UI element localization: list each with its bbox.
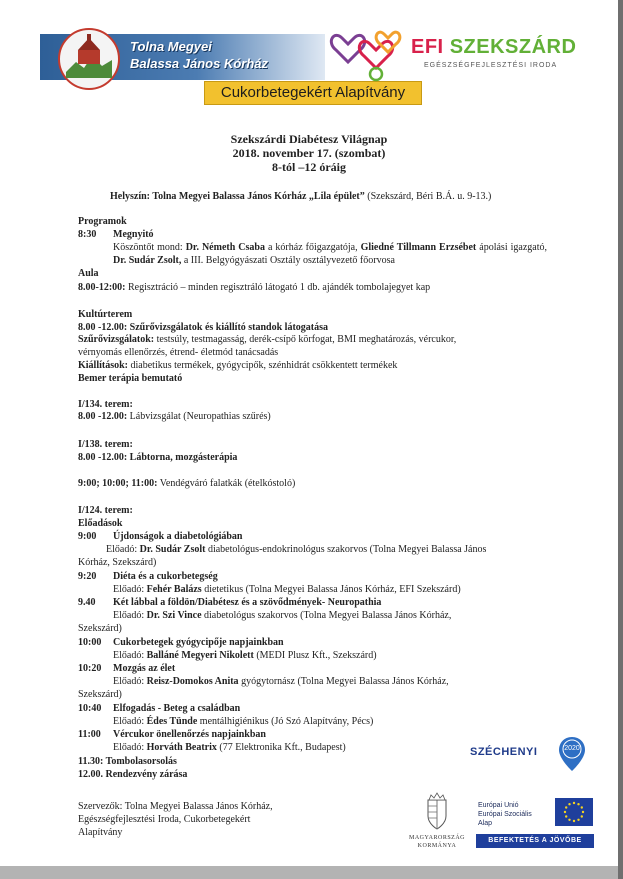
talk-presenter	[113, 742, 346, 754]
greeting-part: a III. Belgyógyászati Osztály osztályvezető főorvosa	[183, 255, 395, 266]
event-date: 2018. november 17. (szombat)	[232, 146, 386, 160]
talk-presenter-label: Előadó:	[113, 650, 145, 661]
room3-heading: I/124. terem:	[78, 505, 133, 516]
aula-heading: Aula	[78, 268, 99, 279]
talk-role-cont: Kórház, Szekszárd)	[78, 557, 157, 568]
event-title: Szekszárdi Diabétesz Világnap	[230, 132, 388, 146]
kultur-line2-text: testsúly, testmagasság, derék-csípő körfogat, BMI meghatározás, vércukor,	[156, 334, 457, 345]
talk-speaker: Dr. Szi Vince	[146, 610, 202, 621]
kultur-line2-label: Szűrővizsgálatok:	[78, 334, 155, 345]
tasting-times: 9:00; 10:00; 11:00:	[78, 478, 158, 489]
talk-title: Elfogadás - Beteg a családban	[113, 703, 241, 714]
talk-title: Mozgás az élet	[113, 663, 176, 674]
talk-presenter-label: Előadó:	[113, 584, 145, 595]
kultur-heading: Kultúrterem	[78, 309, 133, 320]
closing-line: 12.00. Rendezvény zárása	[78, 769, 188, 780]
talk-time: 9:00	[78, 531, 97, 542]
talk-presenter-label: Előadó:	[113, 676, 145, 687]
talk-presenter	[113, 716, 373, 728]
talk-speaker: Horváth Beatrix	[146, 742, 217, 753]
organizers-line3: Alapítvány	[78, 827, 123, 838]
country-line1: MAGYARORSZÁG	[408, 835, 465, 841]
opening-time: 8:30	[78, 229, 97, 240]
talk-time: 11:00	[78, 729, 101, 740]
talk-role: dietetikus (Tolna Megyei Balassa János Kórház, EFI Szekszárd)	[204, 584, 461, 595]
eu-flag-icon	[555, 798, 593, 826]
talk-role: mentálhigiénikus (Jó Szó Alapítvány, Pécs)	[199, 716, 374, 727]
kultur-line5: Bemer terápia bemutató	[78, 373, 183, 384]
talk-presenter-label: Előadó:	[106, 544, 138, 555]
hospital-name-line1: Tolna Megyei	[130, 39, 212, 54]
greeting-part: Köszöntőt mond:	[113, 242, 183, 253]
talk-role: diabetológus szakorvos (Tolna Megyei Balassa János Kórház,	[204, 610, 452, 621]
greeting-part: ápolási igazgató,	[479, 242, 547, 253]
talk-time: 10:40	[78, 703, 102, 714]
greeting-part: Dr. Sudár Zsolt,	[113, 255, 182, 266]
kultur-line2	[78, 334, 456, 346]
talk-speaker: Fehér Balázs	[146, 584, 202, 595]
room2-heading: I/138. terem:	[78, 439, 133, 450]
szechenyi-logo-text: SZÉCHENYI	[470, 746, 538, 758]
kultur-line4-text: diabetikus termékek, gyógycipők, szénhidrát csökkentett termékek	[130, 360, 398, 371]
viewer-scrollbar[interactable]	[618, 0, 623, 879]
talk-speaker: Balláné Megyeri Nikolett	[146, 650, 254, 661]
talk-role: (77 Elektronika Kft., Budapest)	[219, 742, 346, 753]
eu-line1: Európai Unió	[478, 802, 519, 809]
event-location	[110, 191, 491, 203]
talk-presenter	[106, 544, 486, 556]
room1-text: Lábvizsgálat (Neuropathias szűrés)	[129, 411, 271, 422]
eu-line3: Alap	[478, 820, 493, 827]
talk-title: Vércukor önellenőrzés napjainkban	[113, 729, 266, 740]
invest-banner: BEFEKTETÉS A JÖVŐBE	[476, 834, 594, 848]
country-line2: KORMÁNYA	[417, 843, 457, 849]
tasting-line	[78, 478, 295, 490]
raffle-line: 11.30: Tombolasorsolás	[78, 756, 177, 767]
foundation-badge: Cukorbetegekért Alapítvány	[204, 81, 422, 105]
talk-presenter	[113, 650, 377, 662]
talk-time: 9:20	[78, 571, 97, 582]
talk-title: Két lábbal a földön/Diabétesz és a szövődmények- Neuropathia	[113, 597, 382, 608]
room1-line	[78, 411, 271, 423]
kultur-line4-label: Kiállítások:	[78, 360, 129, 371]
country-name	[404, 834, 470, 850]
lectures-heading: Előadások	[78, 518, 123, 529]
szechenyi-year: 2020	[564, 745, 580, 752]
talk-presenter	[113, 610, 451, 622]
talk-title: Cukorbetegek gyógycipője napjainkban	[113, 637, 284, 648]
talk-role: (MEDI Plusz Kft., Szekszárd)	[256, 650, 377, 661]
greeting-part: a kórház főigazgatója,	[267, 242, 358, 253]
efi-word: EFI	[411, 36, 444, 58]
talk-role-cont: Szekszárd)	[78, 623, 122, 634]
room2-line: 8.00 -12.00: Lábtorna, mozgásterápia	[78, 452, 238, 463]
talk-role: diabetológus-endokrinológus szakorvos (Tolna Megyei Balassa János	[207, 544, 487, 555]
room1-heading: I/134. terem:	[78, 399, 133, 410]
talk-time: 10:20	[78, 663, 102, 674]
programs-heading: Programok	[78, 216, 127, 227]
kultur-line1: 8.00 -12.00: Szűrővizsgálatok és kiállító standok látogatása	[78, 322, 329, 333]
efi-hearts-icon	[328, 28, 408, 84]
hospital-name	[130, 38, 330, 72]
efi-subtitle: EGÉSZSÉGFEJLESZTÉSI IRODA	[424, 62, 558, 69]
talk-time: 9.40	[78, 597, 96, 608]
city-word: SZEKSZÁRD	[449, 36, 577, 58]
kultur-line4	[78, 360, 397, 372]
aula-time: 8.00-12:00:	[78, 282, 126, 293]
location-label: Helyszín: Tolna Megyei Balassa János Kórház „Lila épület”	[110, 191, 365, 202]
kultur-line3: vérnyomás ellenőrzés, étrend- életmód tanácsadás	[78, 347, 279, 358]
eu-label	[478, 801, 532, 828]
efi-brand	[411, 36, 576, 59]
event-time: 8-tól –12 óráig	[272, 160, 346, 174]
talk-presenter-label: Előadó:	[113, 716, 145, 727]
talk-presenter	[113, 676, 449, 688]
talk-title: Diéta és a cukorbetegség	[113, 571, 218, 582]
greeting-part: Gliedné Tillmann Erzsébet	[360, 242, 477, 253]
aula-text: Regisztráció – minden regisztráló látogató 1 db. ajándék tombolajegyet kap	[128, 282, 431, 293]
talk-speaker: Reisz-Domokos Anita	[146, 676, 239, 687]
talk-presenter	[113, 584, 461, 596]
opening-greeting	[113, 241, 547, 267]
hospital-name-line2: Balassa János Kórház	[130, 56, 269, 71]
opening-label: Megnyitó	[113, 229, 154, 240]
szechenyi-pin-icon	[558, 736, 586, 772]
tasting-text: Vendégváró falatkák (ételkóstoló)	[159, 478, 296, 489]
talk-presenter-label: Előadó:	[113, 610, 145, 621]
talk-title: Újdonságok a diabetológiában	[113, 531, 243, 542]
organizers-line1: Szervezők: Tolna Megyei Balassa János Kórház,	[78, 801, 273, 812]
talk-time: 10:00	[78, 637, 102, 648]
aula-line	[78, 282, 430, 294]
location-address: (Szekszárd, Béri B.Á. u. 9-13.)	[367, 191, 492, 202]
coat-of-arms-icon	[420, 792, 454, 832]
room1-time: 8.00 -12.00:	[78, 411, 128, 422]
viewer-background	[0, 866, 618, 879]
talk-role: gyógytornász (Tolna Megyei Balassa János Kórház,	[241, 676, 449, 687]
eu-line2: Európai Szociális	[478, 811, 532, 818]
organizers-line2: Egészségfejlesztési Iroda, Cukorbetegekért	[78, 814, 251, 825]
talk-presenter-label: Előadó:	[113, 742, 145, 753]
talk-speaker: Édes Tünde	[146, 716, 198, 727]
talk-speaker: Dr. Sudár Zsolt	[139, 544, 206, 555]
talk-role-cont: Szekszárd)	[78, 689, 122, 700]
greeting-part: Dr. Németh Csaba	[185, 242, 265, 253]
hospital-emblem-icon	[56, 26, 122, 92]
